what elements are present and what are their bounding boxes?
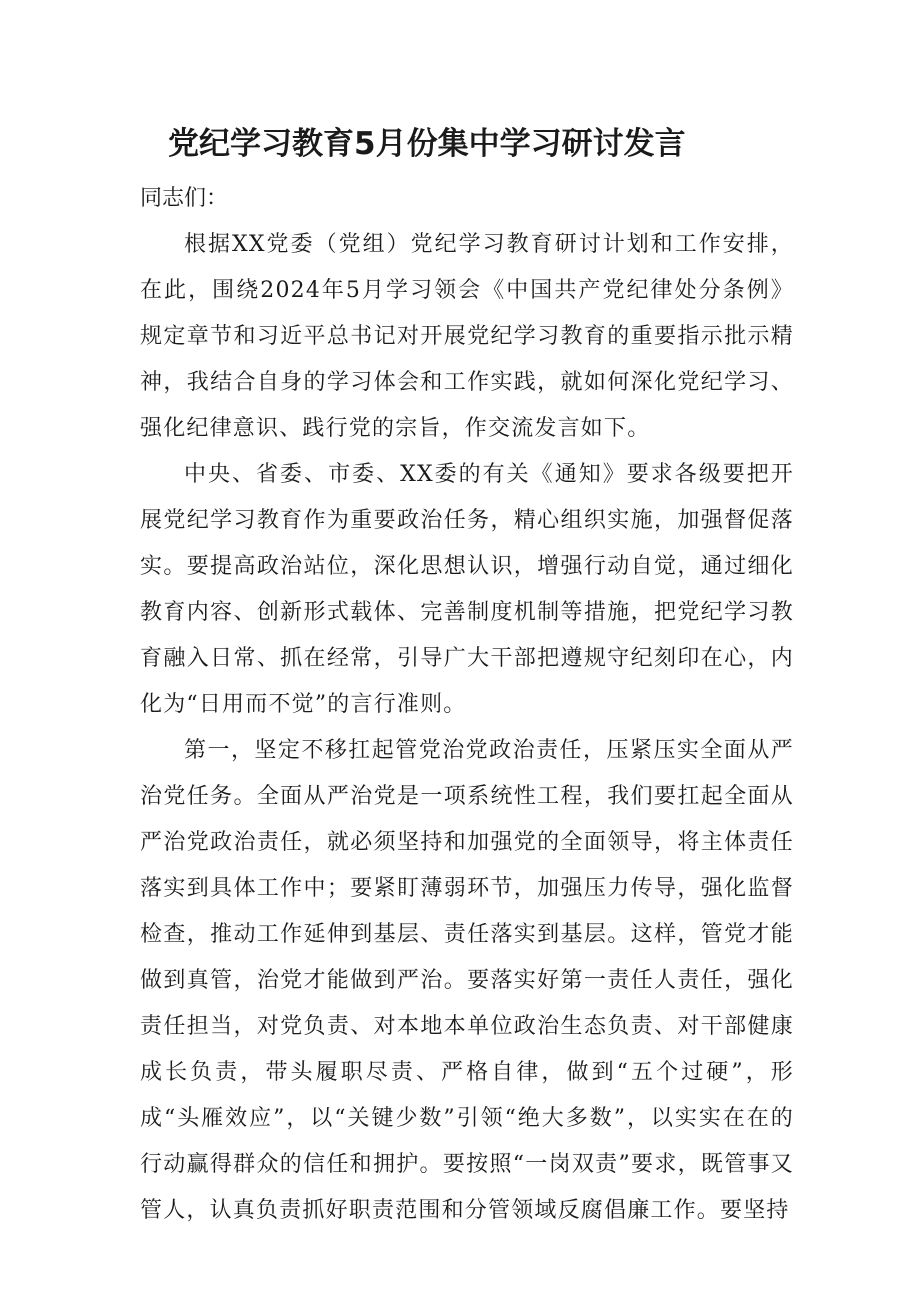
paragraph-notice: 中央、省委、市委、XX委的有关《通知》要求各级要把开展党纪学习教育作为重要政治任务，精心组织实施，加强督促落实。要提高政治站位，深化思想认识，增强行动自觉，通过细化教育内容、创新形式载体、完善制度机制等措施，把党纪学习教育融入日常、抓在经常，引导广大干部把遵规守纪刻印在心，内化为“日用而不觉”的言行准则。 bbox=[140, 462, 794, 717]
paragraph-first-point: 第一，坚定不移扛起管党治党政治责任，压紧压实全面从严治党任务。全面从严治党是一项系统性工程，我们要扛起全面从严治党政治责任，就必须坚持和加强党的全面领导，将主体责任落实到具体工作中；要紧盯薄弱环节，加强压力传导，强化监督检查，推动工作延伸到基层、责任落实到基层。这样，管党才能做到真管，治党才能做到严治。要落实好第一责任人责任，强化责任担当，对党负责、对本地本单位政治生态负责、对干部健康成长负责，带头履职尽责、严格自律，做到“五个过硬”，形成“头雁效应”，以“关键少数”引领“绝大多数”，以实实在在的行动赢得群众的信任和拥护。要按照“一岗双责”要求，既管事又管人，认真负责抓好职责范围和分管领域反腐倡廉工作。要坚持 bbox=[140, 738, 794, 1223]
document-title: 党纪学习教育5月份集中学习研讨发言 bbox=[168, 126, 686, 162]
salutation: 同志们： bbox=[140, 186, 229, 211]
paragraph-intro: 根据XX党委（党组）党纪学习教育研讨计划和工作安排，在此，围绕2024年5月学习领会《中国共产党纪律处分条例》规定章节和习近平总书记对开展党纪学习教育的重要指示批示精神，我结合自身的学习体会和工作实践，就如何深化党纪学习、强化纪律意识、践行党的宗旨，作交流发言如下。 bbox=[140, 232, 794, 441]
document-body bbox=[140, 222, 794, 1234]
